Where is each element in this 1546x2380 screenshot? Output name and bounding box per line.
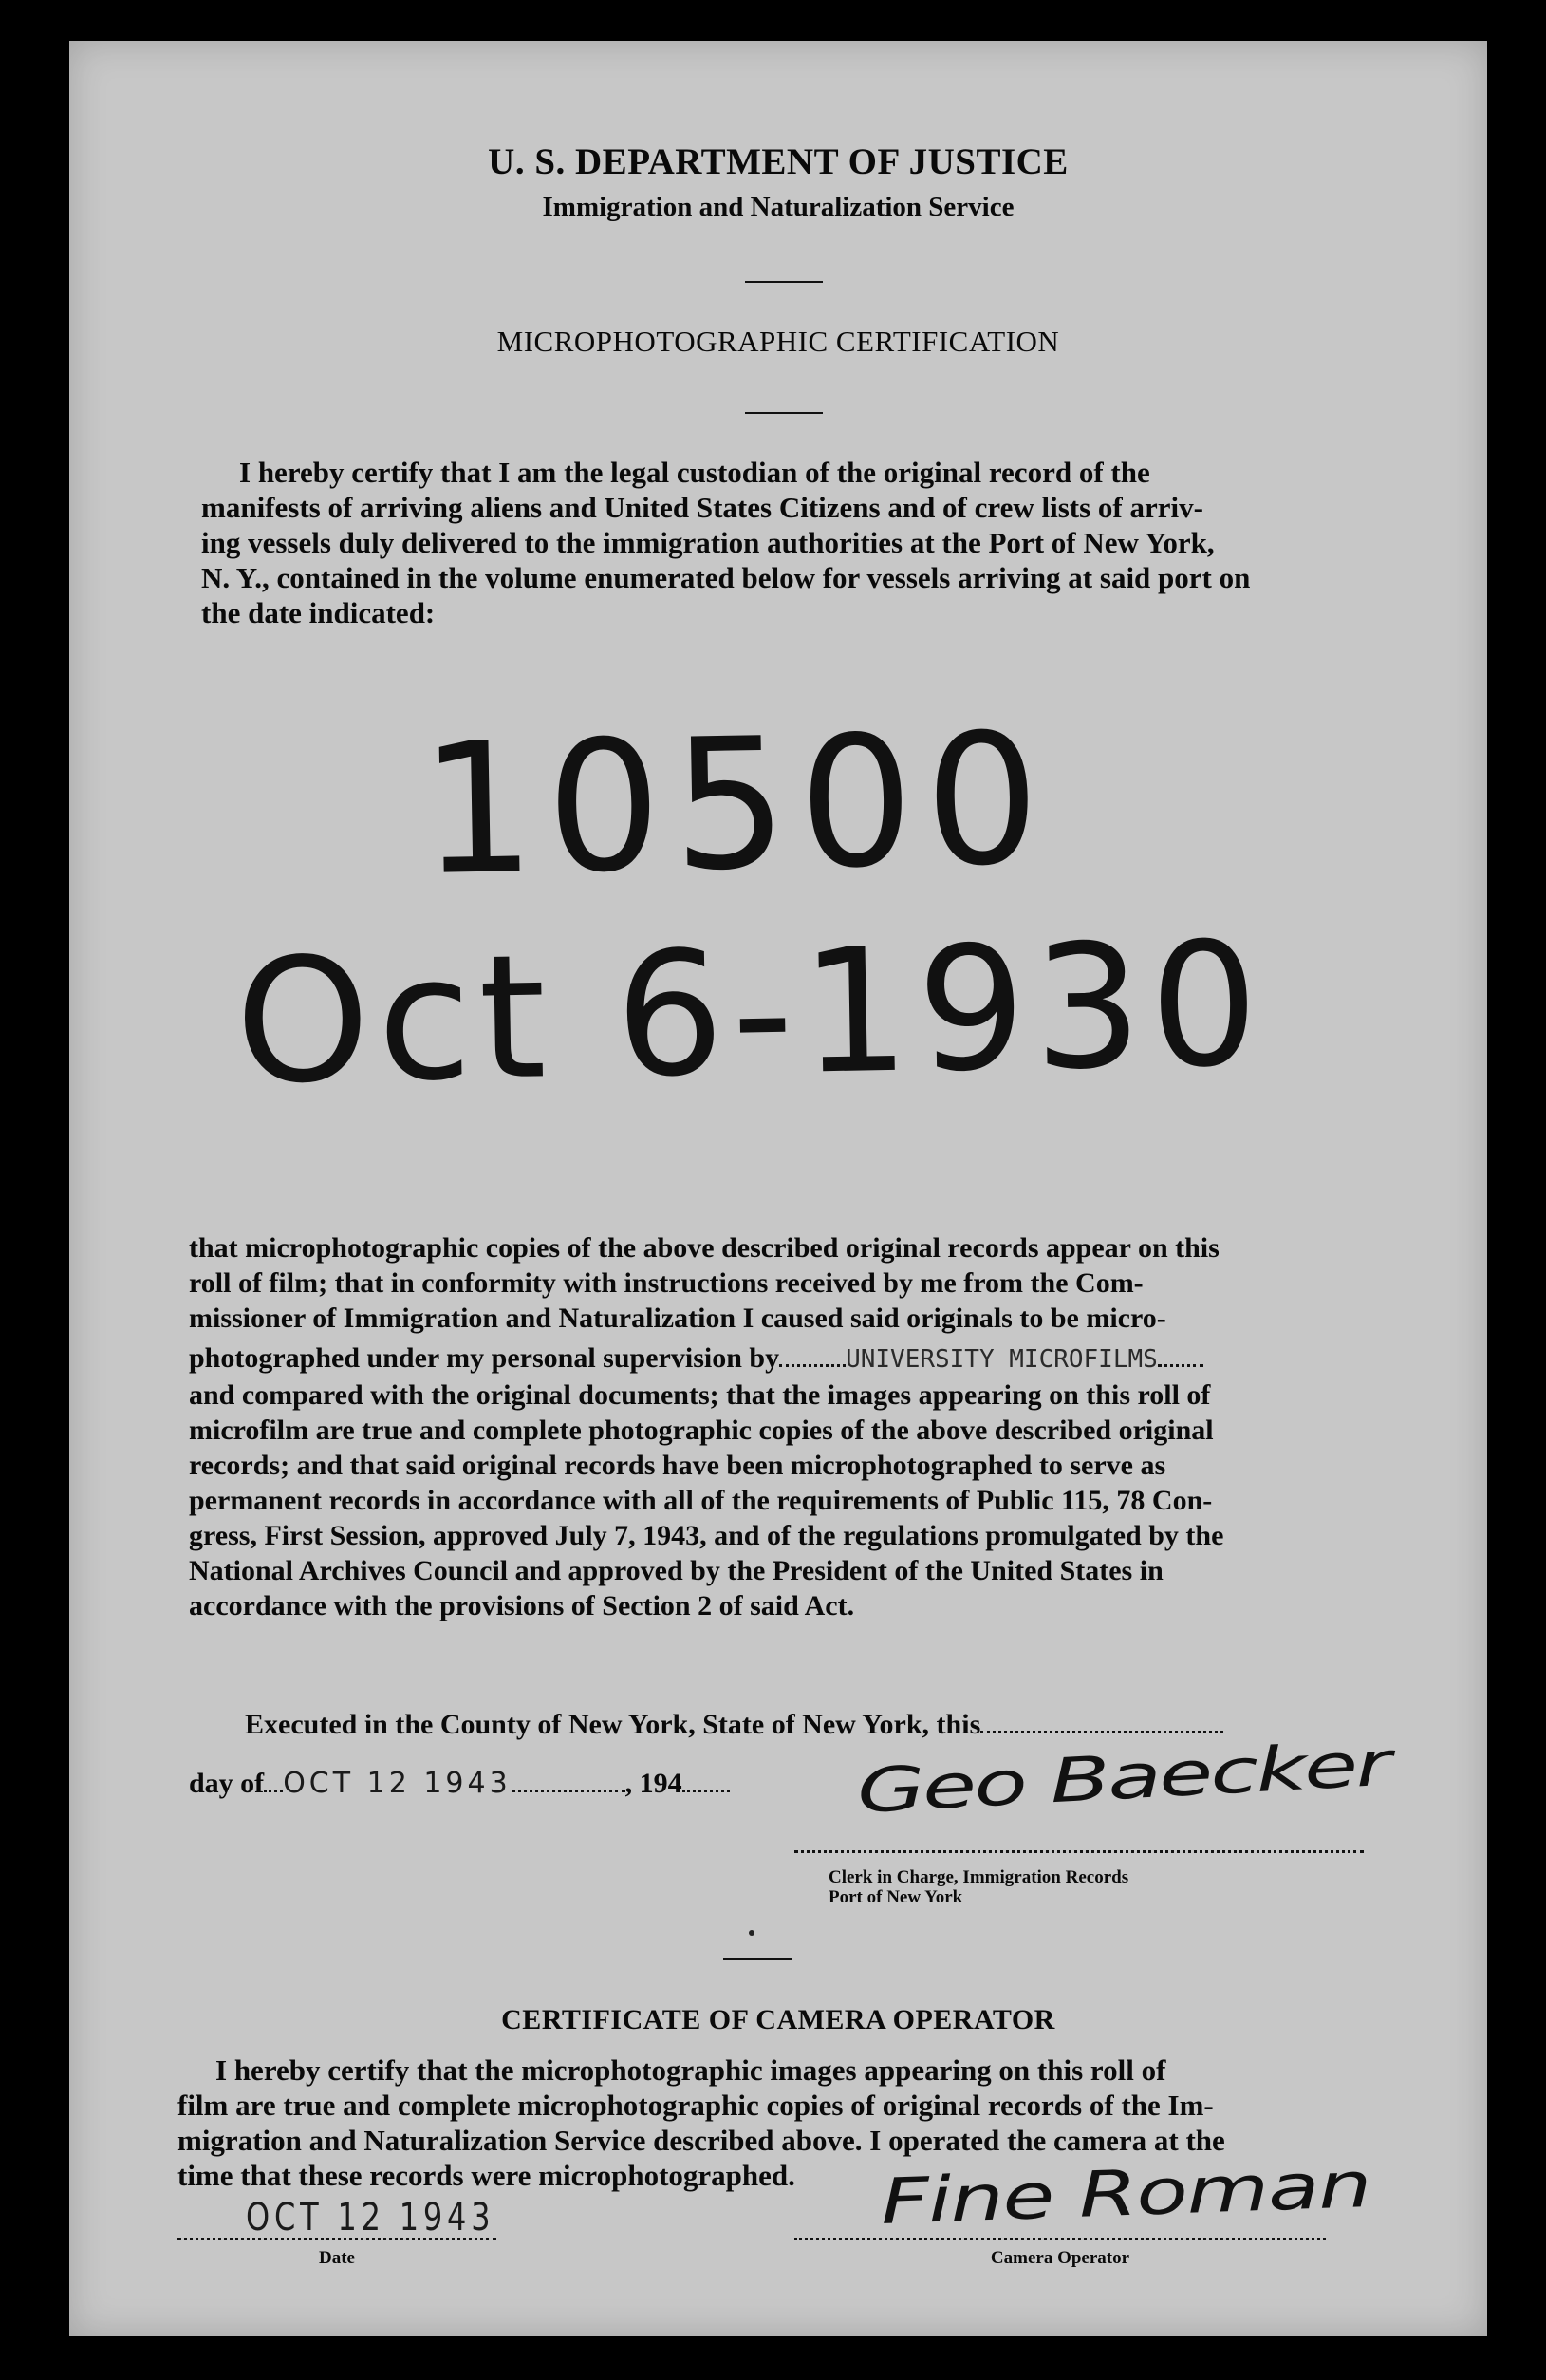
supervision-line xyxy=(189,1340,1381,1377)
body-line: permanent records in accordance with all of the requirements of Public 115, 78 Con- xyxy=(189,1485,1213,1516)
camera-operator-label: Camera Operator xyxy=(990,2248,1130,2268)
dot-mark xyxy=(749,1930,754,1936)
body-paragraph xyxy=(189,1230,1381,1623)
body-line: microfilm are true and complete photographic copies of the above described original xyxy=(189,1415,1214,1446)
section-divider xyxy=(723,1958,792,1960)
year-prefix: , 194 xyxy=(624,1768,682,1799)
executed-line xyxy=(245,1708,1223,1741)
body-line: that microphotographic copies of the above described original records appear on this xyxy=(189,1232,1220,1264)
executed-text: Executed in the County of New York, State of New York, this xyxy=(245,1709,981,1740)
dotted-leader xyxy=(1158,1341,1203,1367)
certification-title: MICROPHOTOGRAPHIC CERTIFICATION xyxy=(496,325,1060,358)
custodian-line: I hereby certify that I am the legal custodian of the original record of the xyxy=(239,456,1150,489)
clerk-title xyxy=(829,1867,1128,1907)
operator-line: film are true and complete microphotographic copies of original records of the Im- xyxy=(177,2089,1214,2122)
operator-signature-line xyxy=(794,2238,1326,2240)
date-line xyxy=(177,2238,496,2240)
day-of-label: day of xyxy=(189,1768,265,1799)
service-subheading: Immigration and Naturalization Service xyxy=(542,192,1015,222)
operator-line: migration and Naturalization Service described above. I operated the camera at the xyxy=(177,2124,1225,2157)
custodian-line: ing vessels duly delivered to the immigration authorities at the Port of New York, xyxy=(201,526,1215,559)
clerk-title-line: Port of New York xyxy=(829,1887,963,1907)
body-line: roll of film; that in conformity with instructions received by me from the Com- xyxy=(189,1267,1144,1299)
dotted-leader xyxy=(682,1767,730,1792)
clerk-signature: Geo Baecker xyxy=(855,1729,1391,1827)
body-line: accordance with the provisions of Section 2 of said Act. xyxy=(189,1590,855,1621)
dotted-leader xyxy=(512,1767,625,1792)
body-line: records; and that said original records have been microphotographed to serve as xyxy=(189,1450,1166,1481)
supervision-prefix: photographed under my personal supervision by xyxy=(189,1342,780,1374)
camera-operator-title: CERTIFICATE OF CAMERA OPERATOR xyxy=(501,2004,1055,2035)
dotted-leader xyxy=(980,1708,1223,1733)
clerk-signature-line xyxy=(794,1850,1364,1853)
custodian-line: manifests of arriving aliens and United States Citizens and of crew lists of arriv- xyxy=(201,491,1203,524)
header-divider xyxy=(745,281,823,283)
day-of-line xyxy=(189,1767,730,1800)
operator-line: I hereby certify that the microphotographic images appearing on this roll of xyxy=(215,2053,1166,2087)
clerk-title-line: Clerk in Charge, Immigration Records xyxy=(829,1867,1129,1887)
operator-line: time that these records were microphotographed. xyxy=(177,2159,795,2192)
handwritten-volume-number: 10500 xyxy=(419,694,1053,915)
body-line: National Archives Council and approved by the President of the United States in xyxy=(189,1555,1164,1586)
certificate-page xyxy=(69,41,1487,2336)
body-line: missioner of Immigration and Naturalization I caused said originals to be micro- xyxy=(189,1302,1166,1334)
custodian-line: N. Y., contained in the volume enumerated below for vessels arriving at said port on xyxy=(201,561,1251,594)
handwritten-date: Oct 6-1930 xyxy=(233,906,1268,1122)
date-label: Date xyxy=(319,2248,355,2268)
custodian-paragraph xyxy=(201,455,1372,630)
body-line: gress, First Session, approved July 7, 1943, and of the regulations promulgated by the xyxy=(189,1520,1224,1551)
dotted-leader xyxy=(779,1341,846,1367)
microfilm-company-value: UNIVERSITY MICROFILMS xyxy=(846,1345,1158,1374)
dotted-leader xyxy=(264,1767,283,1792)
department-heading: U. S. DEPARTMENT OF JUSTICE xyxy=(488,141,1069,182)
title-divider xyxy=(745,412,823,414)
operator-date-stamp: OCT 12 1943 xyxy=(246,2196,495,2239)
operator-signature: Fine Roman xyxy=(879,2148,1372,2239)
body-line: and compared with the original documents; that the images appearing on this roll of xyxy=(189,1379,1211,1411)
custodian-line: the date indicated: xyxy=(201,596,436,629)
execution-date-stamp: OCT 12 1943 xyxy=(283,1767,512,1800)
